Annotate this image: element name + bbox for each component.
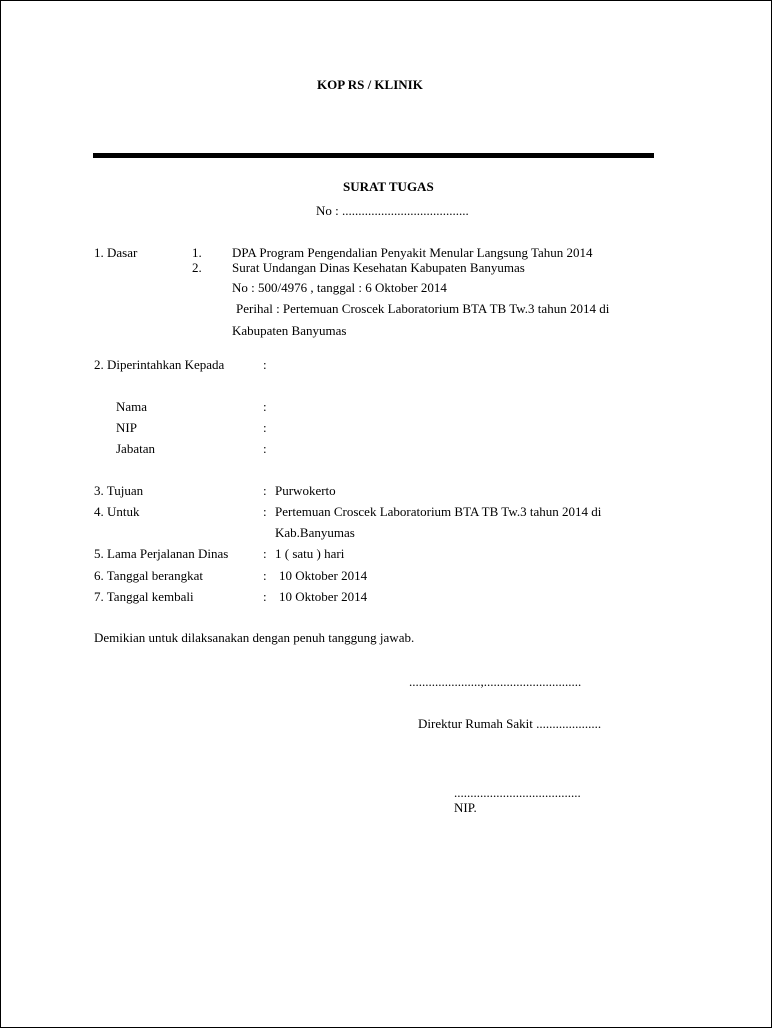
- dasar-item1-text: DPA Program Pengendalian Penyakit Menular Langsung Tahun 2014: [232, 245, 593, 260]
- field-jabatan-label: Jabatan: [116, 441, 155, 456]
- berangkat-colon: :: [263, 568, 267, 583]
- kembali-value: 10 Oktober 2014: [279, 589, 368, 604]
- tujuan-label: 3. Tujuan: [94, 483, 144, 498]
- dasar-perihal-cont: Kabupaten Banyumas: [232, 323, 347, 338]
- berangkat-label: 6. Tanggal berangkat: [94, 568, 203, 583]
- signature-name-line: .......................................: [454, 785, 581, 800]
- kembali-label: 7. Tanggal kembali: [94, 589, 194, 604]
- dasar-item2-num: 2.: [192, 260, 202, 275]
- dasar-item2-text: Surat Undangan Dinas Kesehatan Kabupaten Banyumas: [232, 260, 525, 275]
- tujuan-colon: :: [263, 483, 267, 498]
- dasar-item1-num: 1.: [192, 245, 202, 260]
- dasar-no-line: No : 500/4976 , tanggal : 6 Oktober 2014: [232, 280, 447, 295]
- lama-value: 1 ( satu ) hari: [275, 546, 345, 561]
- kepada-label: 2. Diperintahkan Kepada: [94, 357, 225, 372]
- untuk-label: 4. Untuk: [94, 504, 140, 519]
- field-nama-label: Nama: [116, 399, 148, 414]
- tujuan-value: Purwokerto: [275, 483, 336, 498]
- closing-statement: Demikian untuk dilaksanakan dengan penuh tanggung jawab.: [94, 630, 415, 645]
- dasar-perihal: Perihal : Pertemuan Croscek Laboratorium BTA TB Tw.3 tahun 2014 di: [236, 301, 610, 316]
- dasar-label: 1. Dasar: [94, 245, 138, 260]
- letterhead: KOP RS / KLINIK: [317, 77, 423, 92]
- document-title: SURAT TUGAS: [343, 179, 434, 194]
- untuk-colon: :: [263, 504, 267, 519]
- kembali-colon: :: [263, 589, 267, 604]
- signature-position: Direktur Rumah Sakit ....................: [418, 716, 602, 731]
- field-jabatan-colon: :: [263, 441, 267, 456]
- lama-label: 5. Lama Perjalanan Dinas: [94, 546, 229, 561]
- signature-place-date: ......................,..............................: [409, 674, 582, 689]
- berangkat-value: 10 Oktober 2014: [279, 568, 368, 583]
- field-nama-colon: :: [263, 399, 267, 414]
- untuk-value: Pertemuan Croscek Laboratorium BTA TB Tw.3 tahun 2014 di: [275, 504, 602, 519]
- signature-nip: NIP.: [454, 800, 477, 815]
- untuk-value-cont: Kab.Banyumas: [275, 525, 355, 540]
- field-nip-colon: :: [263, 420, 267, 435]
- kepada-colon: :: [263, 357, 267, 372]
- field-nip-label: NIP: [116, 420, 137, 435]
- header-rule: [93, 153, 654, 158]
- document-number: No : .......................................: [316, 203, 469, 218]
- lama-colon: :: [263, 546, 267, 561]
